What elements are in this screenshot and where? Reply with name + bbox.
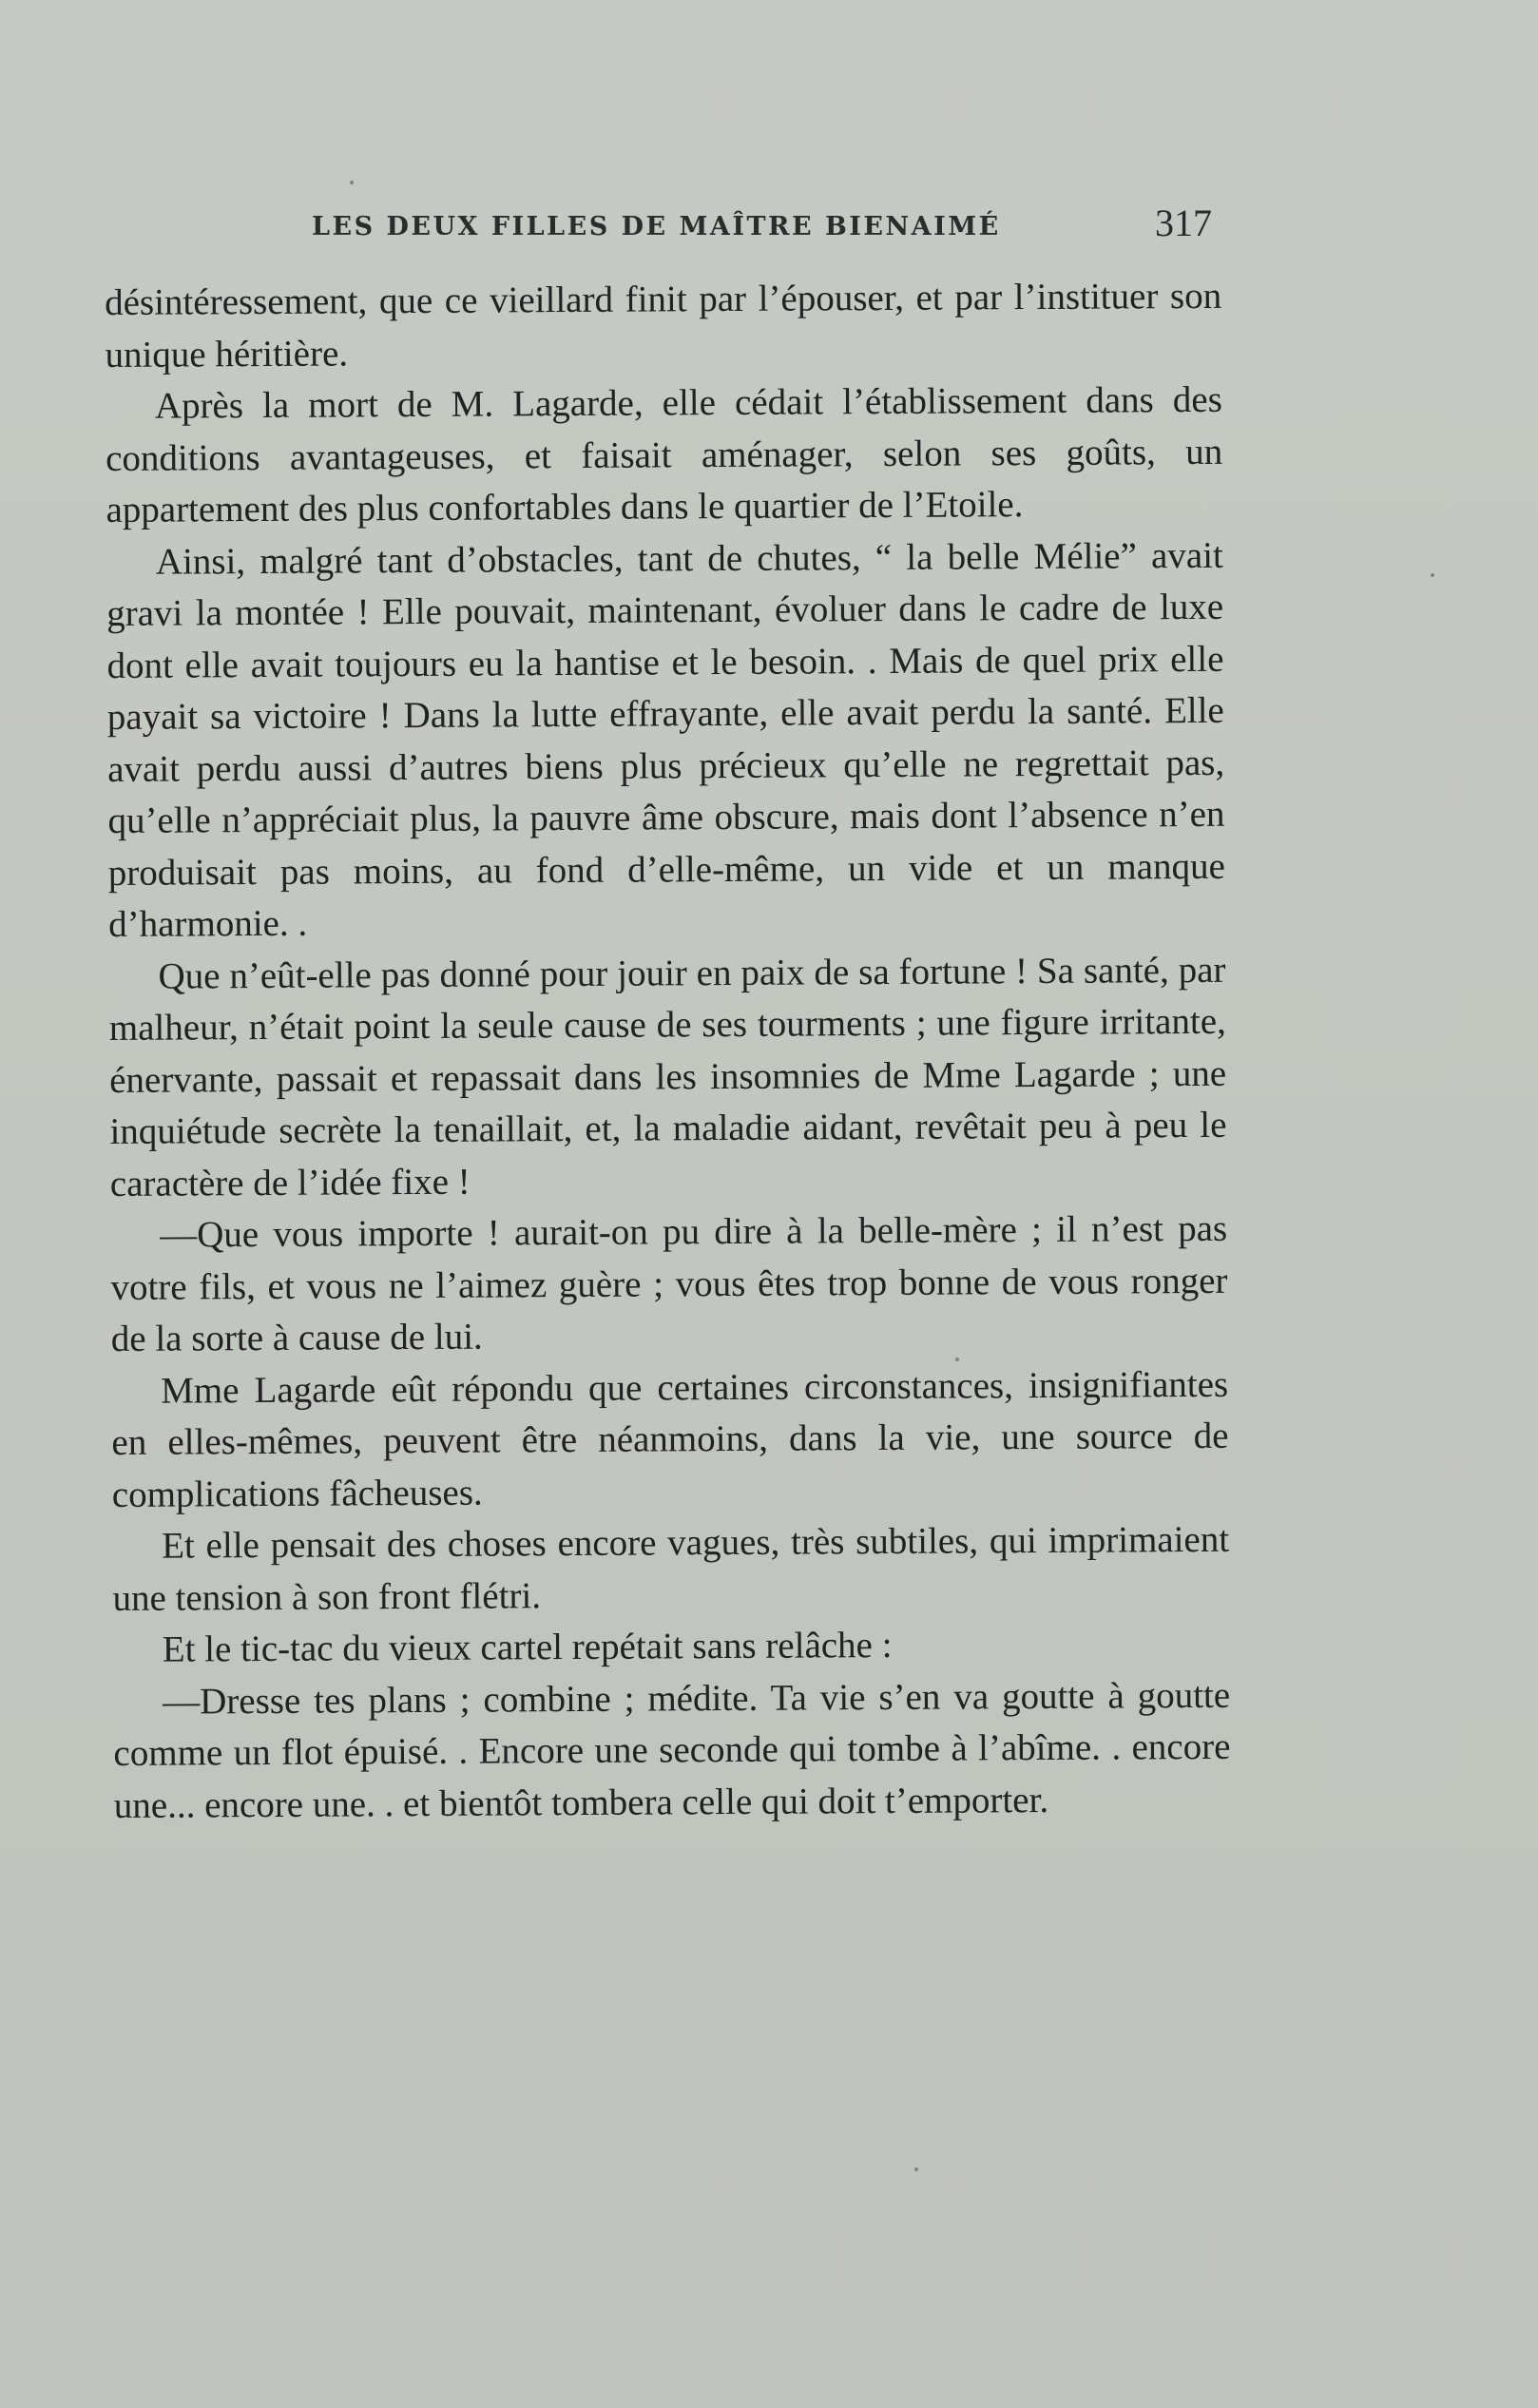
paragraph: Que n’eût-elle pas donné pour jouir en paix de sa fortune ! Sa santé, par malheur, n’était point la seule cause de ses tourments ; une figure irritante, énervante, passait et repassait dans les insomnies de Mme Lagarde ; une inquiétude secrète la tenaillait, et, la maladie aidant, revêtait peu à peu le caractère de l’idée fixe !: [108, 949, 1227, 1204]
paper-speck: [1431, 573, 1434, 577]
paragraph: —Dresse tes plans ; combine ; médite. Ta vie s’en va goutte à goutte comme un flot épuisé. . Encore une seconde qui tombe à l’abîme. . encore une... encore une. . et bientôt tombera celle qui doit t’emporter.: [113, 1674, 1231, 1826]
paragraph: Et elle pensait des choses encore vagues, très subtiles, qui imprimaient une tension à son front flétri.: [112, 1518, 1230, 1619]
page-number: 317: [1155, 202, 1212, 244]
paragraph: Après la mort de M. Lagarde, elle cédait l’établissement dans des conditions avantageuses, et faisait aménager, selon ses goûts, un appartement des plus confortables dans le quartier de l’Etoile.: [106, 378, 1223, 530]
paper-speck: [955, 1358, 959, 1361]
body-text: [105, 271, 1231, 1832]
paragraph: Et le tic-tac du vieux cartel repétait sans relâche :: [162, 1624, 893, 1670]
paper-speck: [914, 2167, 918, 2171]
paragraph: Ainsi, malgré tant d’obstacles, tant de chutes, “ la belle Mélie” avait gravi la montée ! Elle pouvait, maintenant, évoluer dans le cadre de luxe dont elle avait toujours eu la hantise et le besoin. . Mais de quel prix elle payait sa victoire ! Dans la lutte effrayante, elle avait perdu la santé. Elle avait perdu aussi d’autres biens plus précieux qu’elle ne regrettait pas, qu’elle n’appréciait plus, la pauvre âme obscure, mais dont l’absence n’en produisait pas moins, au fond d’elle-même, un vide et un manque d’harmonie. .: [106, 534, 1225, 945]
paper-speck: [350, 181, 354, 184]
paragraph: Mme Lagarde eût répondu que certaines circonstances, insignifiantes en elles-mêmes, peuvent être néanmoins, dans la vie, une source de complications fâcheuses.: [111, 1363, 1229, 1515]
page-header: [105, 195, 1212, 252]
paragraph: désintéressement, que ce vieillard finit par l’épouser, et par l’instituer son unique héritière.: [105, 275, 1222, 376]
running-title: LES DEUX FILLES DE MAÎTRE BIENAIMÉ: [312, 212, 1001, 241]
paragraph: —Que vous importe ! aurait-on pu dire à la belle-mère ; il n’est pas votre fils, et vous ne l’aimez guère ; vous êtes trop bonne de vous ronger de la sorte à cause de lui.: [110, 1207, 1228, 1359]
